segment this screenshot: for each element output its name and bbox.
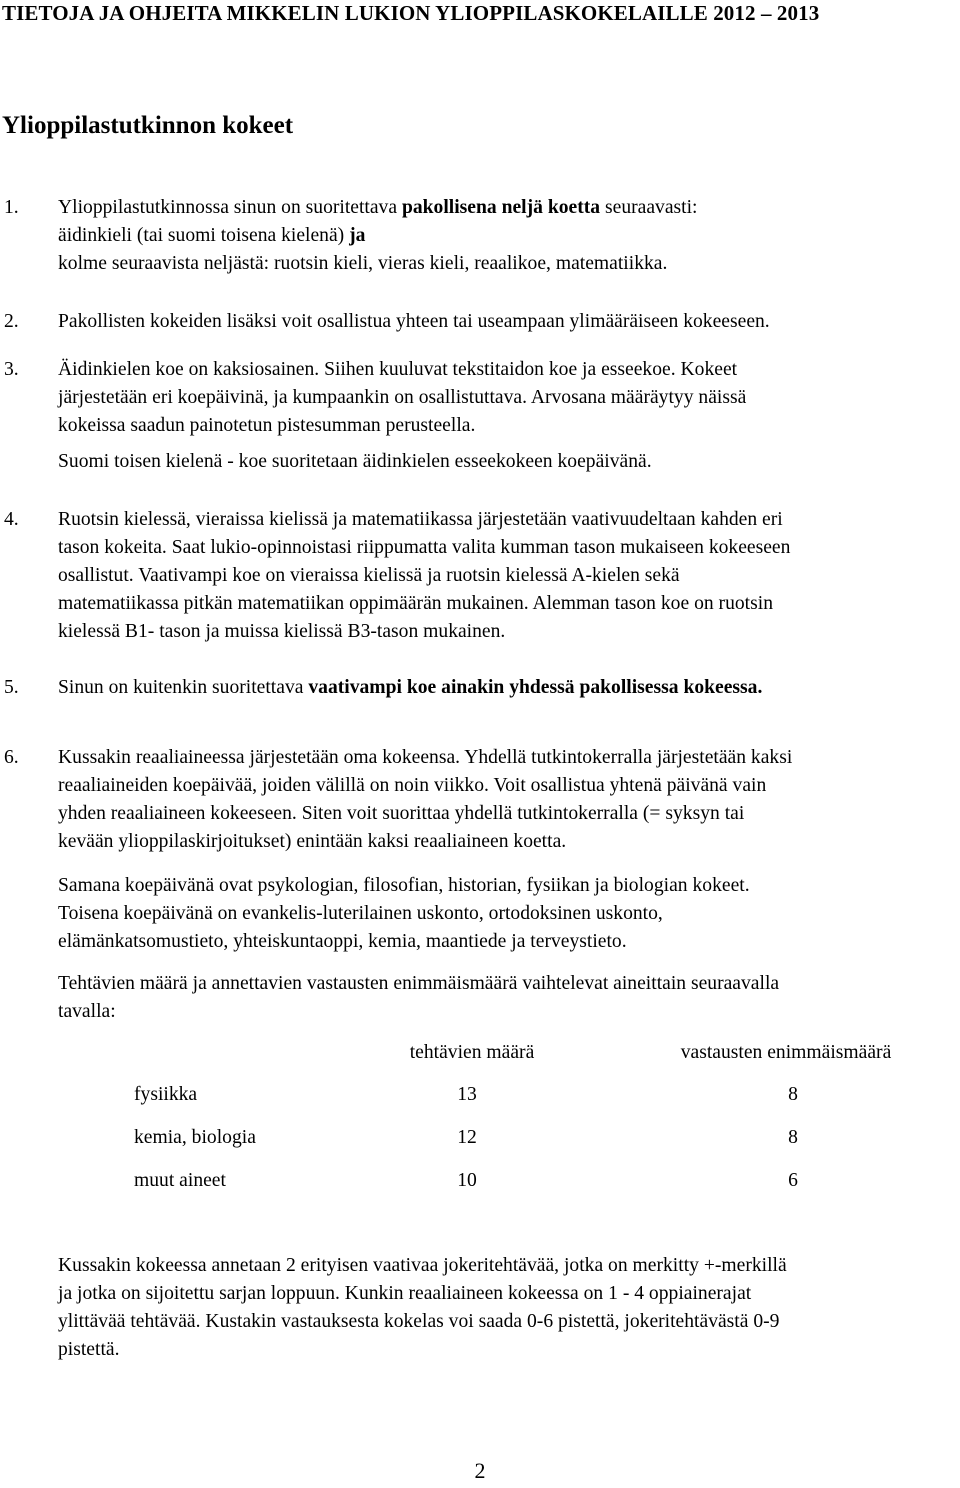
- item-3-line-2: järjestetään eri koepäivinä, ja kumpaankin on osallistuttava. Arvosana määräytyy näissä: [58, 387, 747, 408]
- item-3-line-1: Äidinkielen koe on kaksiosainen. Siihen kuuluvat tekstitaidon koe ja esseekoe. Kokeet: [58, 359, 738, 380]
- table-header-answers: vastausten enimmäismäärä: [680, 1042, 892, 1063]
- item-1-number: 1.: [4, 197, 19, 218]
- item-3-line-4: Suomi toisen kielenä - koe suoritetaan äidinkielen esseekokeen koepäivänä.: [58, 451, 652, 472]
- page-number: 2: [474, 1458, 486, 1483]
- item-3-number: 3.: [4, 359, 19, 380]
- item-5-number: 5.: [4, 677, 19, 698]
- joker-line-1: Kussakin kokeessa annetaan 2 erityisen vaativaa jokeritehtävää, jotka on merkitty +-merkillä: [58, 1255, 787, 1276]
- joker-line-2: ja jotka on sijoitettu sarjan loppuun. Kunkin reaaliaineen kokeessa on 1 - 4 oppiainerajat: [58, 1283, 752, 1304]
- table-row-tasks: 10: [457, 1170, 477, 1191]
- item-5-emphasis: vaativampi koe ainakin yhdessä pakollisessa kokeessa.: [308, 677, 763, 698]
- item-2-text: Pakollisten kokeiden lisäksi voit osallistua yhteen tai useampaan ylimääräiseen kokeeseen.: [58, 311, 770, 332]
- item-6-paragraph-3: [58, 970, 958, 1026]
- page-title: Ylioppilastutkinnon kokeet: [2, 112, 294, 139]
- item-6-line-4: kevään ylioppilaskirjoitukset) enintään kaksi reaaliaineen koetta.: [58, 831, 567, 852]
- joker-task-paragraph: [58, 1252, 958, 1364]
- item-5-text: Sinun on kuitenkin suoritettava vaativampi koe ainakin yhdessä pakollisessa kokeessa.: [58, 677, 763, 698]
- item-4-line-1: Ruotsin kielessä, vieraissa kielissä ja matematiikassa järjestetään vaativuudeltaan kahden eri: [58, 509, 783, 530]
- table-row-tasks: 12: [457, 1127, 477, 1148]
- table-row-subject: muut aineet: [134, 1170, 226, 1191]
- item-6-p3-line-2: tavalla:: [58, 1001, 116, 1022]
- table-row-answers: 8: [788, 1084, 798, 1105]
- item-4: [58, 506, 958, 646]
- item-4-number: 4.: [4, 509, 19, 530]
- item-5: [58, 674, 958, 702]
- table-row-tasks: 13: [457, 1084, 477, 1105]
- item-1: [58, 194, 958, 278]
- item-3: [58, 356, 958, 476]
- item-4-line-4: matematiikassa pitkän matematiikan oppimäärän mukainen. Alemman tason koe on ruotsin: [58, 593, 773, 614]
- item-1-line-1: Ylioppilastutkinnossa sinun on suoritettava pakollisena neljä koetta seuraavasti:: [58, 197, 698, 218]
- item-4-line-5: kielessä B1- tason ja muissa kielissä B3-tason mukainen.: [58, 621, 506, 642]
- item-6-paragraph-2: [58, 872, 958, 956]
- item-1-line-3: kolme seuraavista neljästä: ruotsin kieli, vieras kieli, reaalikoe, matematiikka.: [58, 253, 668, 274]
- table-row-subject: kemia, biologia: [134, 1127, 256, 1148]
- item-2: [58, 308, 958, 336]
- table-row-subject: fysiikka: [134, 1084, 198, 1105]
- item-6-p3-line-1: Tehtävien määrä ja annettavien vastausten enimmäismäärä vaihtelevat aineittain seuraavalla: [58, 973, 780, 994]
- item-6-p2-line-1: Samana koepäivänä ovat psykologian, filosofian, historian, fysiikan ja biologian kokeet.: [58, 875, 750, 896]
- item-6-line-3: yhden reaaliaineen kokeeseen. Siten voit suorittaa yhdellä tutkintokerralla (= syksyn tai: [58, 803, 745, 824]
- page-header: TIETOJA JA OHJEITA MIKKELIN LUKION YLIOPPILASKOKELAILLE 2012 – 2013: [2, 1, 820, 25]
- joker-line-4: pistettä.: [58, 1339, 120, 1360]
- item-4-line-3: osallistut. Vaativampi koe on vieraissa kielissä ja ruotsin kielessä A-kielen sekä: [58, 565, 680, 586]
- item-6: [58, 744, 958, 856]
- item-2-number: 2.: [4, 311, 19, 332]
- item-6-line-2: reaaliaineiden koepäivää, joiden välillä on noin viikko. Voit osallistua yhtenä päivänä vain: [58, 775, 767, 796]
- item-6-line-1: Kussakin reaaliaineessa järjestetään oma kokeensa. Yhdellä tutkintokerralla järjestetään kaksi: [58, 747, 793, 768]
- item-1-line-2: äidinkieli (tai suomi toisena kielenä) ja: [58, 225, 366, 246]
- table-header-tasks: tehtävien määrä: [409, 1042, 535, 1063]
- item-4-line-2: tason kokeita. Saat lukio-opinnoistasi riippumatta valita kumman tason mukaiseen kokeeseen: [58, 537, 791, 558]
- table-row-answers: 8: [788, 1127, 798, 1148]
- joker-line-3: ylittävää tehtävää. Kustakin vastauksesta kokelas voi saada 0-6 pistettä, jokeritehtävästä 0-9: [58, 1311, 780, 1332]
- item-6-number: 6.: [4, 747, 19, 768]
- item-6-p2-line-2: Toisena koepäivänä on evankelis-luterilainen uskonto, ortodoksinen uskonto,: [58, 903, 663, 924]
- table-row-answers: 6: [788, 1170, 798, 1191]
- item-3-line-3: kokeissa saadun painotetun pistesumman perusteella.: [58, 415, 476, 436]
- item-6-p2-line-3: elämänkatsomustieto, yhteiskuntaoppi, kemia, maantiede ja terveystieto.: [58, 931, 627, 952]
- item-1-emphasis: pakollisena neljä koetta: [401, 197, 601, 218]
